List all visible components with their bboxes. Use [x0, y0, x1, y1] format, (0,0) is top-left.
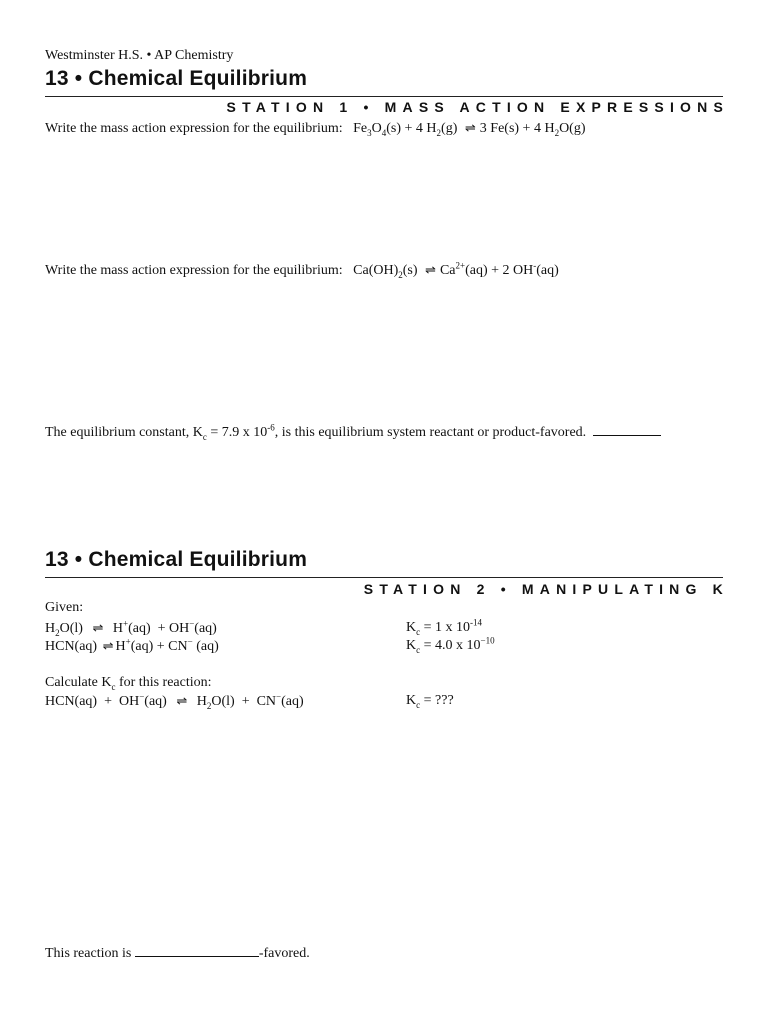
- calculate-label: Calculate $K_c$ for this reaction:: [45, 675, 212, 692]
- favored-question: This reaction is -favored.: [45, 946, 310, 961]
- section-1-rule: [45, 96, 723, 97]
- equation-2: $Ca(OH)_2(s)$ ⇌ $Ca^{2+}(aq) + 2$ OH-(aq): [346, 260, 559, 280]
- reaction-3: HCN(aq) + OH−(aq) ⇌ $H_2O(l) + CN^-(aq)$: [45, 691, 304, 711]
- question-3-exponent: -6: [267, 422, 275, 433]
- reaction-3-kc: $K_c$ = ???: [406, 693, 454, 710]
- question-3: The equilibrium constant, $K_c = 7.9$ x $10^{-6}$, is this equilibrium system reactant or product-favored.: [45, 423, 661, 441]
- reaction-1: $H_2O(l)$ ⇌ H+(aq) + OH−(aq): [45, 618, 217, 638]
- reaction-2: HCN(aq) ⇌ H+(aq) + CN− (aq): [45, 636, 219, 654]
- question-1-prefix: Write the mass action expression for the equilibrium:: [45, 121, 343, 136]
- question-3-text-b: = 7.9 x 10: [206, 425, 268, 440]
- section-1-title: 13 • Chemical Equilibrium: [45, 67, 308, 90]
- question-3-text-c: , is this equilibrium system reactant or product-favored.: [274, 425, 587, 440]
- question-2: [45, 262, 559, 279]
- header-school: Westminster H.S. • AP Chemistry: [45, 48, 234, 63]
- question-1: [45, 120, 586, 137]
- station-1-heading: STATION 1 • MASS ACTION EXPRESSIONS: [226, 99, 729, 115]
- section-2-title: 13 • Chemical Equilibrium: [45, 548, 308, 571]
- answer-blank-2[interactable]: [135, 944, 259, 957]
- reaction-1-kc: $K_c = 1$ x $10^{-14}$: [406, 617, 483, 637]
- station-2-heading: STATION 2 • MANIPULATING K: [363, 581, 729, 597]
- question-2-prefix: Write the mass action expression for the equilibrium:: [45, 263, 343, 278]
- question-3-text-a: The equilibrium constant, K: [45, 425, 203, 440]
- given-label: Given:: [45, 600, 84, 615]
- reaction-2-kc: $K_c = 4.0$ x $10^{-10}$: [406, 635, 495, 655]
- answer-blank-1[interactable]: [593, 423, 661, 436]
- equation-1: $Fe_3O_4(s) + 4$ $H_2(g)$ ⇌ 3 Fe(s) + 4 $H_2O(g)$: [346, 120, 586, 138]
- section-2-rule: [45, 577, 723, 578]
